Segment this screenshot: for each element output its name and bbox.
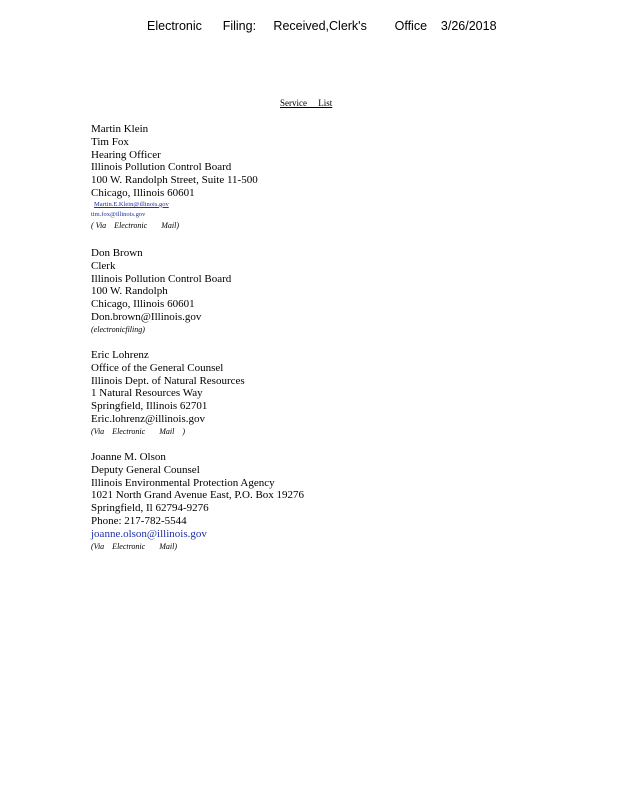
- recipient-street: 1021 North Grand Avenue East, P.O. Box 19276: [91, 489, 305, 502]
- recipient-phone: Phone: 217-782-5544: [91, 514, 187, 527]
- recipient-name: Don Brown: [91, 247, 143, 259]
- recipient-organization: Illinois Pollution Control Board: [91, 161, 232, 174]
- recipient-organization: Illinois Pollution Control Board: [91, 272, 232, 285]
- recipient-street: 100 W. Randolph: [91, 285, 168, 298]
- recipient-block-deputy-counsel: [91, 451, 304, 552]
- recipient-name: Eric Lohrenz: [91, 349, 149, 361]
- recipient-organization: Illinois Dept. of Natural Resources: [91, 374, 245, 387]
- recipient-block-hearing-officer: [91, 123, 258, 231]
- recipient-city: Chicago, Illinois 60601: [91, 186, 195, 199]
- recipient-title: Office of the General Counsel: [91, 361, 224, 374]
- recipient-name: Joanne M. Olson: [91, 451, 166, 463]
- recipient-title: Hearing Officer: [91, 148, 161, 161]
- filing-stamp: Electronic Filing: Received,Clerk's Office 3/26/2018: [147, 19, 497, 33]
- delivery-method: ( Via Electronic Mail): [91, 220, 179, 230]
- recipient-block-general-counsel: [91, 349, 245, 437]
- recipient-email-link[interactable]: tim.fox@illinois.gov: [91, 210, 146, 218]
- recipient-email: Eric.lohrenz@illinois.gov: [91, 412, 205, 425]
- recipient-city: Chicago, Illinois 60601: [91, 298, 195, 311]
- page-title: Service List: [280, 98, 333, 108]
- recipient-email-link[interactable]: joanne.olson@illinois.gov: [91, 527, 207, 540]
- delivery-method: (electronicfiling): [91, 324, 145, 334]
- recipient-organization: Illinois Environmental Protection Agency: [91, 476, 275, 489]
- recipient-block-clerk: [91, 247, 231, 335]
- recipient-street: 100 W. Randolph Street, Suite 11-500: [91, 174, 258, 187]
- recipient-email: Don.brown@Illinois.gov: [91, 310, 202, 323]
- delivery-method: (Via Electronic Mail): [91, 541, 177, 551]
- recipient-name: Tim Fox: [91, 135, 129, 148]
- recipient-city: Springfield, Il 62794-9276: [91, 502, 209, 515]
- delivery-method: (Via Electronic Mail ): [91, 426, 185, 436]
- recipient-title: Clerk: [91, 259, 116, 272]
- recipient-email-link[interactable]: Martin.E.Klein@illinois.gov: [94, 200, 169, 208]
- recipient-city: Springfield, Illinois 62701: [91, 400, 208, 413]
- recipient-street: 1 Natural Resources Way: [91, 387, 203, 400]
- recipient-name: Martin Klein: [91, 123, 149, 135]
- recipient-title: Deputy General Counsel: [91, 463, 200, 476]
